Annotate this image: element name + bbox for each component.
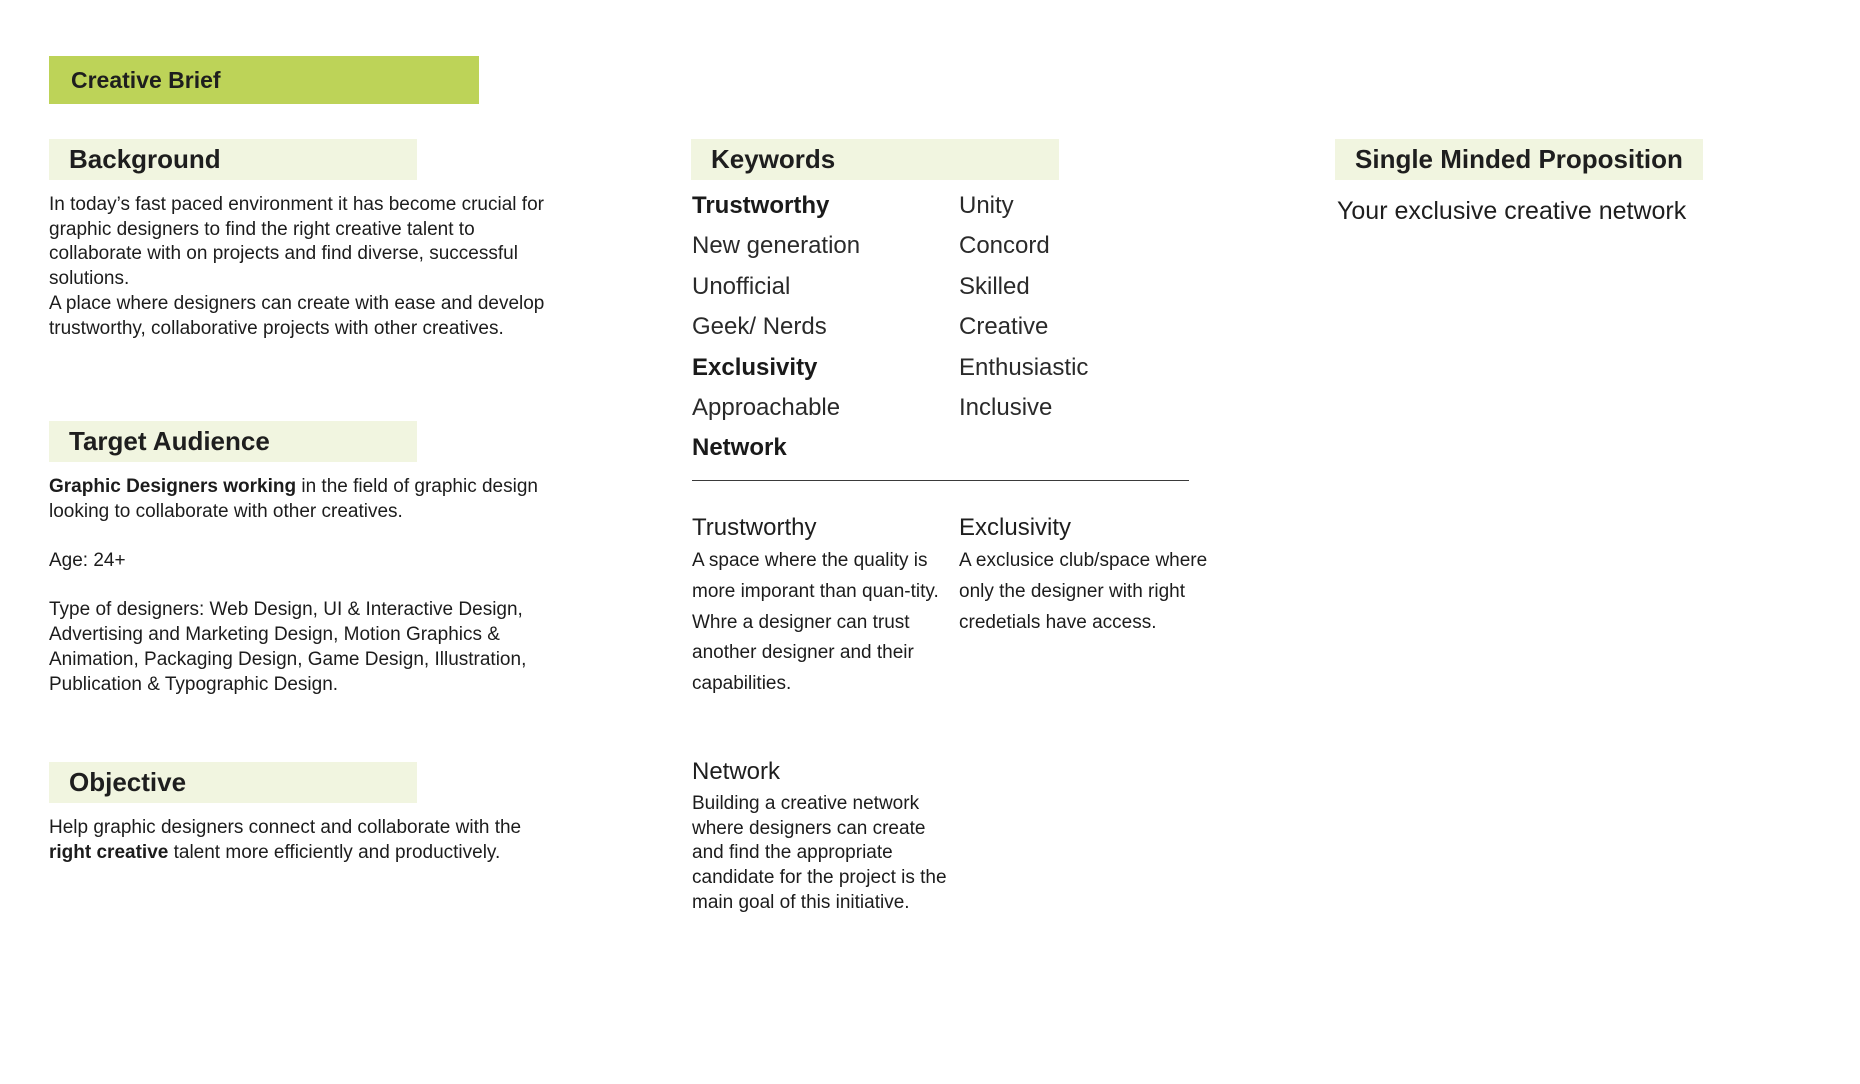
keyword-item: Network bbox=[692, 434, 787, 462]
objective-bold: right creative bbox=[49, 841, 169, 863]
target-audience-paragraph bbox=[49, 475, 539, 524]
keyword-item: Enthusiastic bbox=[959, 353, 1089, 381]
smp-heading: Single Minded Proposition bbox=[1335, 139, 1703, 180]
objective-end: talent more efficiently and productively. bbox=[168, 841, 501, 863]
target-audience-rest: in the field of graphic design looking to collaborate with other creatives. bbox=[49, 476, 538, 522]
objective-heading: Objective bbox=[49, 762, 417, 803]
keyword-item: Unofficial bbox=[692, 272, 791, 300]
target-audience-heading: Target Audience bbox=[49, 421, 417, 462]
keyword-item: Creative bbox=[959, 313, 1049, 341]
objective-text bbox=[49, 816, 549, 865]
definition-title-network: Network bbox=[692, 758, 781, 785]
definition-text-exclusivity: A exclusice club/space where only the designer with right credetials have access. bbox=[959, 550, 1208, 633]
keywords-column-1 bbox=[692, 186, 860, 469]
page-title: Creative Brief bbox=[49, 56, 479, 104]
keywords-divider bbox=[692, 480, 1189, 481]
definition-title-trustworthy: Trustworthy bbox=[692, 514, 817, 541]
keyword-item: Concord bbox=[959, 232, 1050, 260]
target-audience-types: Type of designers: Web Design, UI & Interactive Design, Advertising and Marketing Design, Motion Graphics & Animation, Packaging Design, Game Design, Illustration, Publication & Typographic Design. bbox=[49, 599, 527, 695]
target-audience-bold: Graphic Designers working bbox=[49, 476, 297, 497]
keyword-item: Exclusivity bbox=[692, 353, 818, 381]
definition-text-network: Building a creative network where designers can create and find the appropriate candidate for the project is the main goal of this initiative. bbox=[692, 793, 947, 913]
definition-title-exclusivity: Exclusivity bbox=[959, 514, 1072, 541]
keyword-item: Unity bbox=[959, 192, 1014, 219]
keyword-item: Skilled bbox=[959, 272, 1030, 300]
background-paragraph-2: A place where designers can create with ease and develop trustworthy, collaborative projects with other creatives. bbox=[49, 292, 545, 339]
objective-start: Help graphic designers connect and collaborate with the bbox=[49, 817, 522, 838]
background-heading: Background bbox=[49, 139, 417, 180]
target-audience-text bbox=[49, 475, 539, 697]
keyword-item: Approachable bbox=[692, 393, 841, 421]
background-text bbox=[49, 193, 551, 341]
background-paragraph-1: In today’s fast paced environment it has become crucial for graphic designers to find the right creative talent to collaborate with on projects and find diverse, successful solutions. bbox=[49, 194, 544, 290]
keywords-heading: Keywords bbox=[691, 139, 1059, 180]
keyword-item: Geek/ Nerds bbox=[692, 313, 827, 341]
keyword-item: Inclusive bbox=[959, 393, 1053, 421]
smp-text: Your exclusive creative network bbox=[1337, 197, 1687, 225]
keyword-item: Trustworthy bbox=[692, 192, 830, 219]
target-audience-age: Age: 24+ bbox=[49, 550, 126, 572]
keyword-item: New generation bbox=[692, 232, 861, 260]
definition-text-trustworthy: A space where the quality is more imporant than quan-tity. Whre a designer can trust another designer and their capabilities. bbox=[692, 550, 939, 695]
objective-paragraph bbox=[49, 816, 549, 865]
keywords-column-2 bbox=[959, 186, 1088, 428]
